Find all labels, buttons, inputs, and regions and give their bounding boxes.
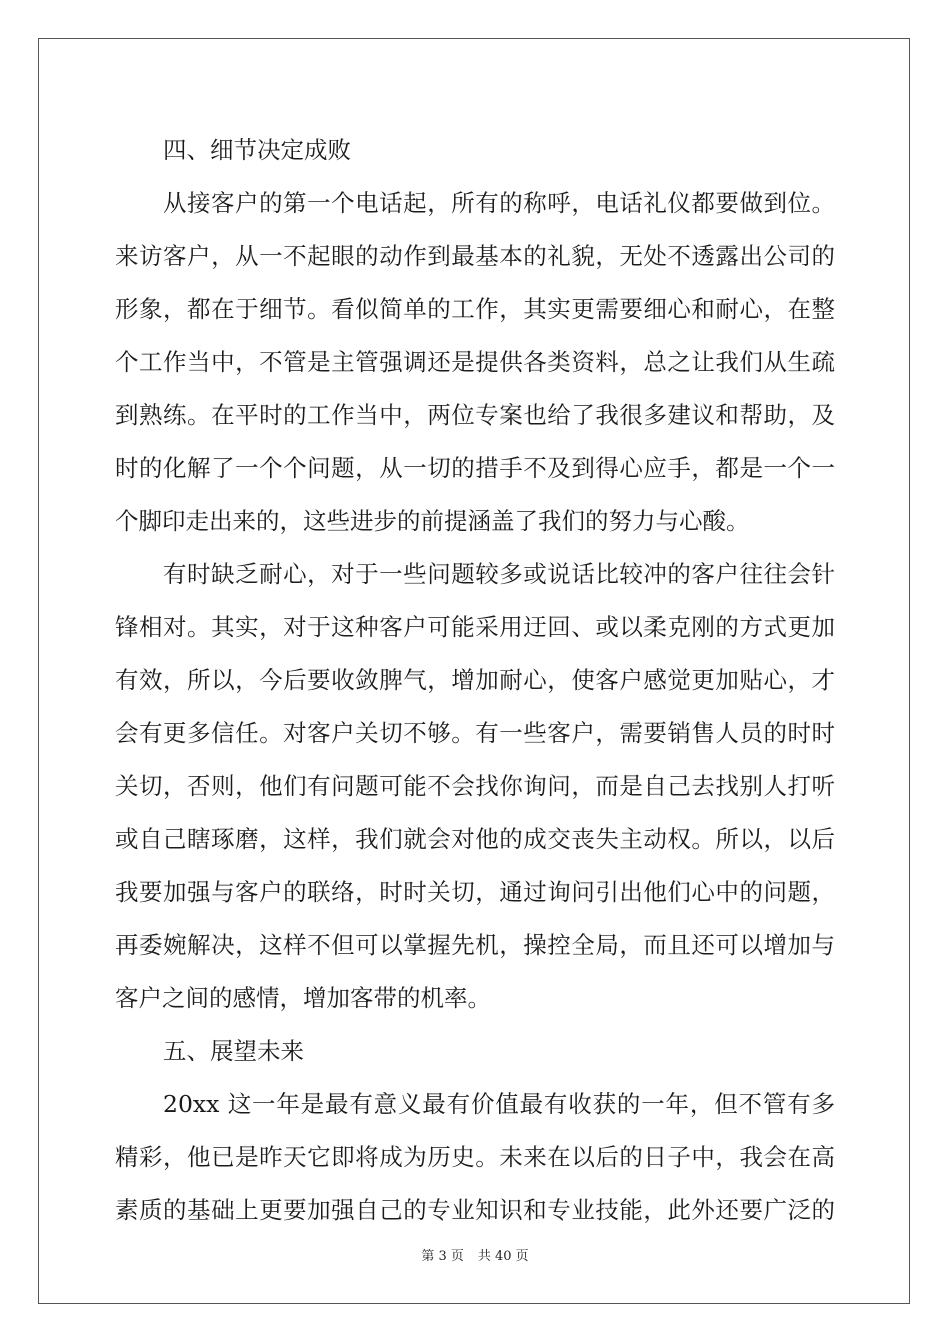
text-line: 来访客户，从一不起眼的动作到最基本的礼貌，无处不透露出公司的 bbox=[115, 242, 835, 270]
text-line: 素质的基础上更要加强自己的专业知识和专业技能，此外还要广泛的 bbox=[115, 1196, 835, 1224]
text-line: 从接客户的第一个电话起，所有的称呼，电话礼仪都要做到位。 bbox=[163, 189, 835, 217]
text-line: 关切，否则，他们有问题可能不会找你询问，而是自己去找别人打听 bbox=[115, 772, 835, 800]
text-line: 四、细节决定成败 bbox=[163, 136, 351, 164]
page-total: 共 40 页 bbox=[477, 1249, 529, 1264]
text-line: 有效，所以，今后要收敛脾气，增加耐心，使客户感觉更加贴心，才 bbox=[115, 666, 835, 694]
text-line: 我要加强与客户的联络，时时关切，通过询问引出他们心中的问题， bbox=[115, 878, 835, 906]
text-line: 有时缺乏耐心，对于一些问题较多或说话比较冲的客户往往会针 bbox=[163, 560, 835, 588]
text-line: 时的化解了一个个问题，从一切的措手不及到得心应手，都是一个一 bbox=[115, 454, 835, 482]
text-line: 再委婉解决，这样不但可以掌握先机，操控全局，而且还可以增加与 bbox=[115, 931, 835, 959]
page-number: 第 3 页 bbox=[421, 1249, 464, 1264]
text-line: 个脚印走出来的，这些进步的前提涵盖了我们的努力与心酸。 bbox=[115, 507, 750, 535]
text-line: 或自己瞎琢磨，这样，我们就会对他的成交丧失主动权。所以，以后 bbox=[115, 825, 835, 853]
document-body bbox=[115, 124, 835, 1237]
page-footer bbox=[0, 1245, 950, 1264]
text-line: 五、展望未来 bbox=[163, 1037, 304, 1065]
text-line: 到熟练。在平时的工作当中，两位专案也给了我很多建议和帮助，及 bbox=[115, 401, 835, 429]
text-line: 锋相对。其实，对于这种客户可能采用迂回、或以柔克刚的方式更加 bbox=[115, 613, 835, 641]
text-line: 形象，都在于细节。看似简单的工作，其实更需要细心和耐心，在整 bbox=[115, 295, 835, 323]
text-line: 精彩，他已是昨天它即将成为历史。未来在以后的日子中，我会在高 bbox=[115, 1143, 835, 1171]
text-line: 会有更多信任。对客户关切不够。有一些客户，需要销售人员的时时 bbox=[115, 719, 835, 747]
text-line: 20xx 这一年是最有意义最有价值最有收获的一年，但不管有多 bbox=[163, 1090, 835, 1118]
text-line: 客户之间的感情，增加客带的机率。 bbox=[115, 984, 491, 1012]
text-line: 个工作当中，不管是主管强调还是提供各类资料，总之让我们从生疏 bbox=[115, 348, 835, 376]
